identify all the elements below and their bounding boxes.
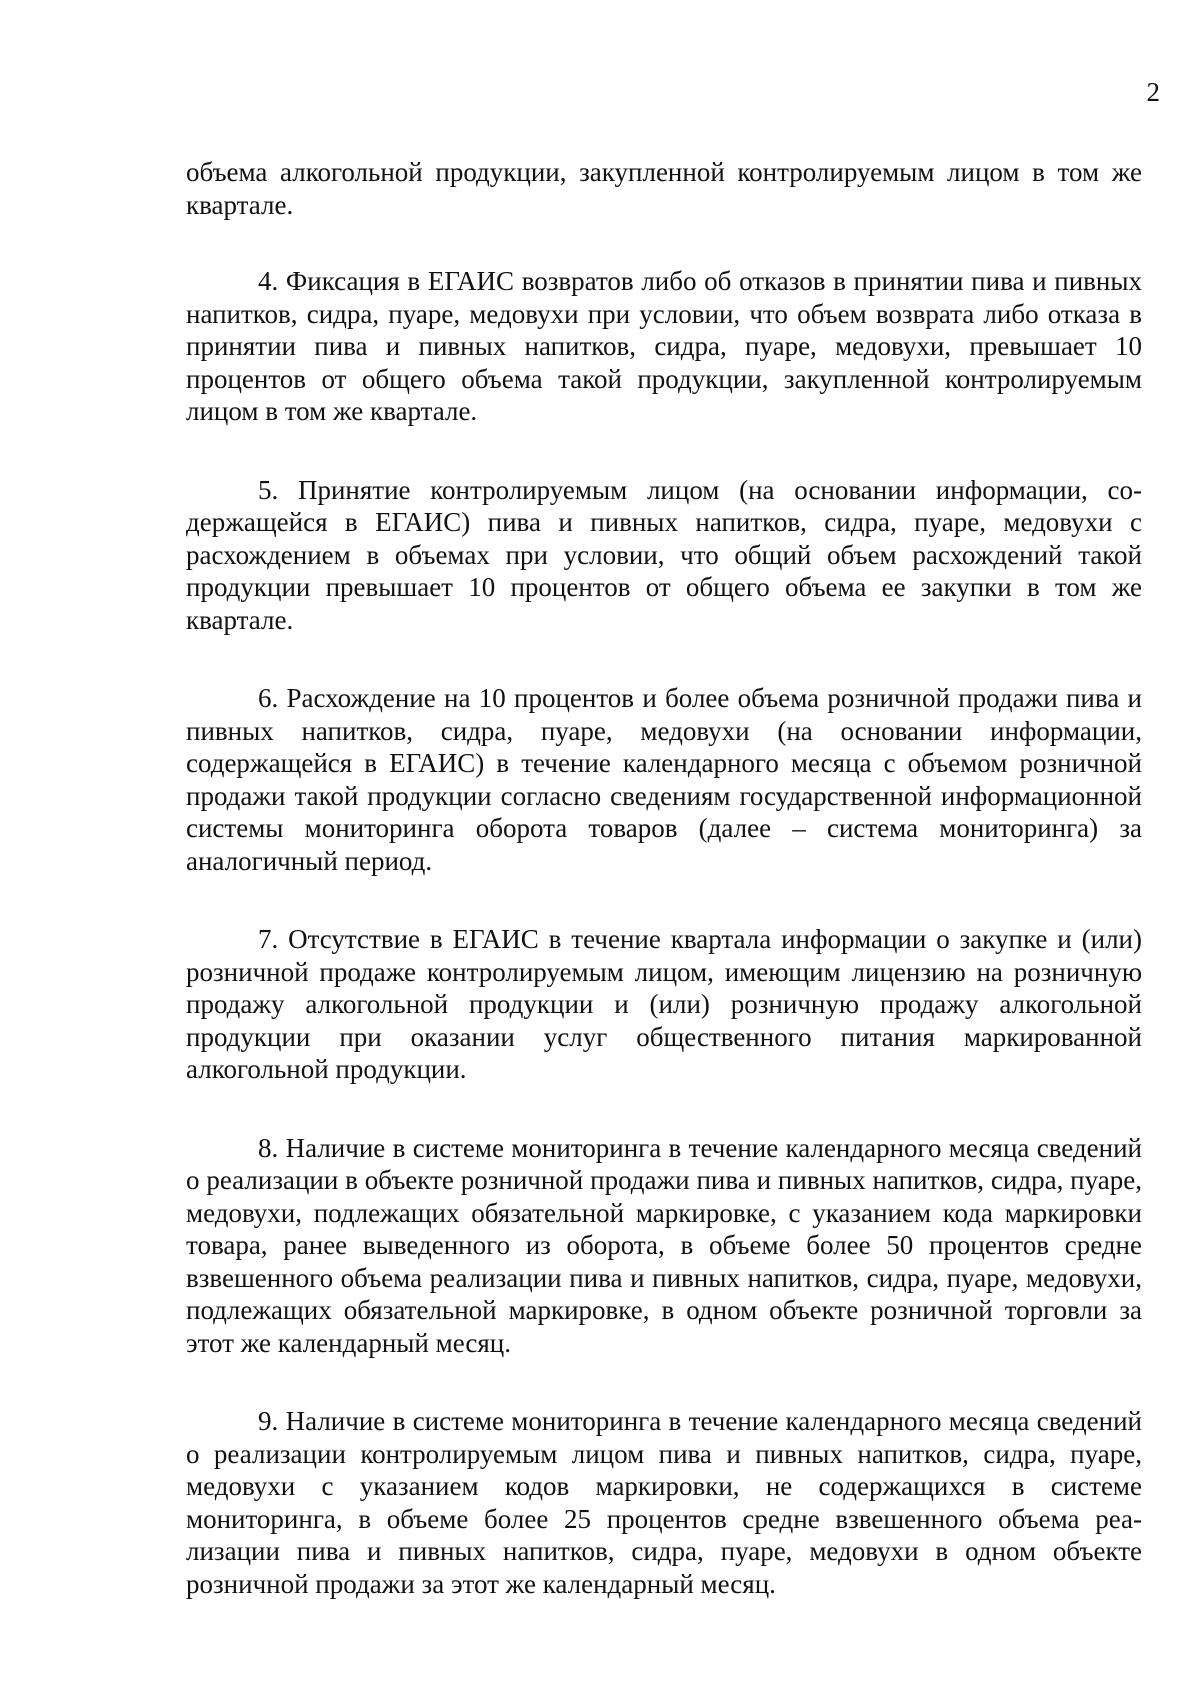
paragraph-item-9: 9. Наличие в системе мониторинга в течение календарного месяца сведений о реализации контролируемым лицом пива и пивных напитков, сидра, пуаре, медовухи с указанием кодов маркировки, не содержащихся в системе мониторинга, в объеме более 25 процентов средне взвешенного объема реализации пива и пивных напитков, сидра, пуаре, медовухи в одном объекте розничной продажи за этот же календарный месяц.	[186, 1406, 1142, 1599]
paragraph-item-5: 5. Принятие контролируемым лицом (на основании информации, содержащейся в ЕГАИС) пива и пивных напитков, сидра, пуаре, медовухи с расхождением в объемах при условии, что общий объем расхождений такой продукции превышает 10 процентов от общего объема ее закупки в том же квартале.	[186, 474, 1142, 635]
paragraph-item-4: 4. Фиксация в ЕГАИС возвратов либо об отказов в принятии пива и пивных напитков, сидра, пуаре, медовухи при условии, что объем возврата либо отказа в принятии пива и пивных напитков, сидра, пуаре, медовухи, превышает 10 процентов от общего объема такой продукции, закупленной контролируемым лицом в том же квартале.	[186, 266, 1142, 426]
paragraph-item-6: 6. Расхождение на 10 процентов и более объема розничной продажи пива и пивных напитков, сидра, пуаре, медовухи (на основании информации, содержащейся в ЕГАИС) в течение календарного месяца с объемом розничной продажи такой продукции согласно сведениям государственной информационной системы мониторинга оборота товаров (далее – система мониторинга) за аналогичный период.	[186, 683, 1142, 876]
paragraph-item-7: 7. Отсутствие в ЕГАИС в течение квартала информации о закупке и (или) розничной продаже контролируемым лицом, имеющим лицензию на розничную продажу алкогольной продукции и (или) розничную продажу алкогольной продукции при оказании услуг общественного питания маркированной алкогольной продукции.	[186, 924, 1142, 1084]
page-number: 2	[1146, 77, 1160, 107]
paragraph-item-8: 8. Наличие в системе мониторинга в течение календарного месяца сведений о реализации в объекте розничной продажи пива и пивных напитков, сидра, пуаре, медовухи, подлежащих обязательной маркировке, с указанием кода маркировки товара, ранее выведенного из оборота, в объеме более 50 процентов средне взвешенного объема реализации пива и пивных напитков, сидра, пуаре, медовухи, подлежащих обязательной маркировке, в одном объекте розничной торговли за этот же календарный месяц.	[186, 1132, 1142, 1358]
document-body	[186, 156, 1142, 1646]
paragraph-continuation: объема алкогольной продукции, закупленной контролируемым лицом в том же квартале.	[186, 157, 1142, 220]
